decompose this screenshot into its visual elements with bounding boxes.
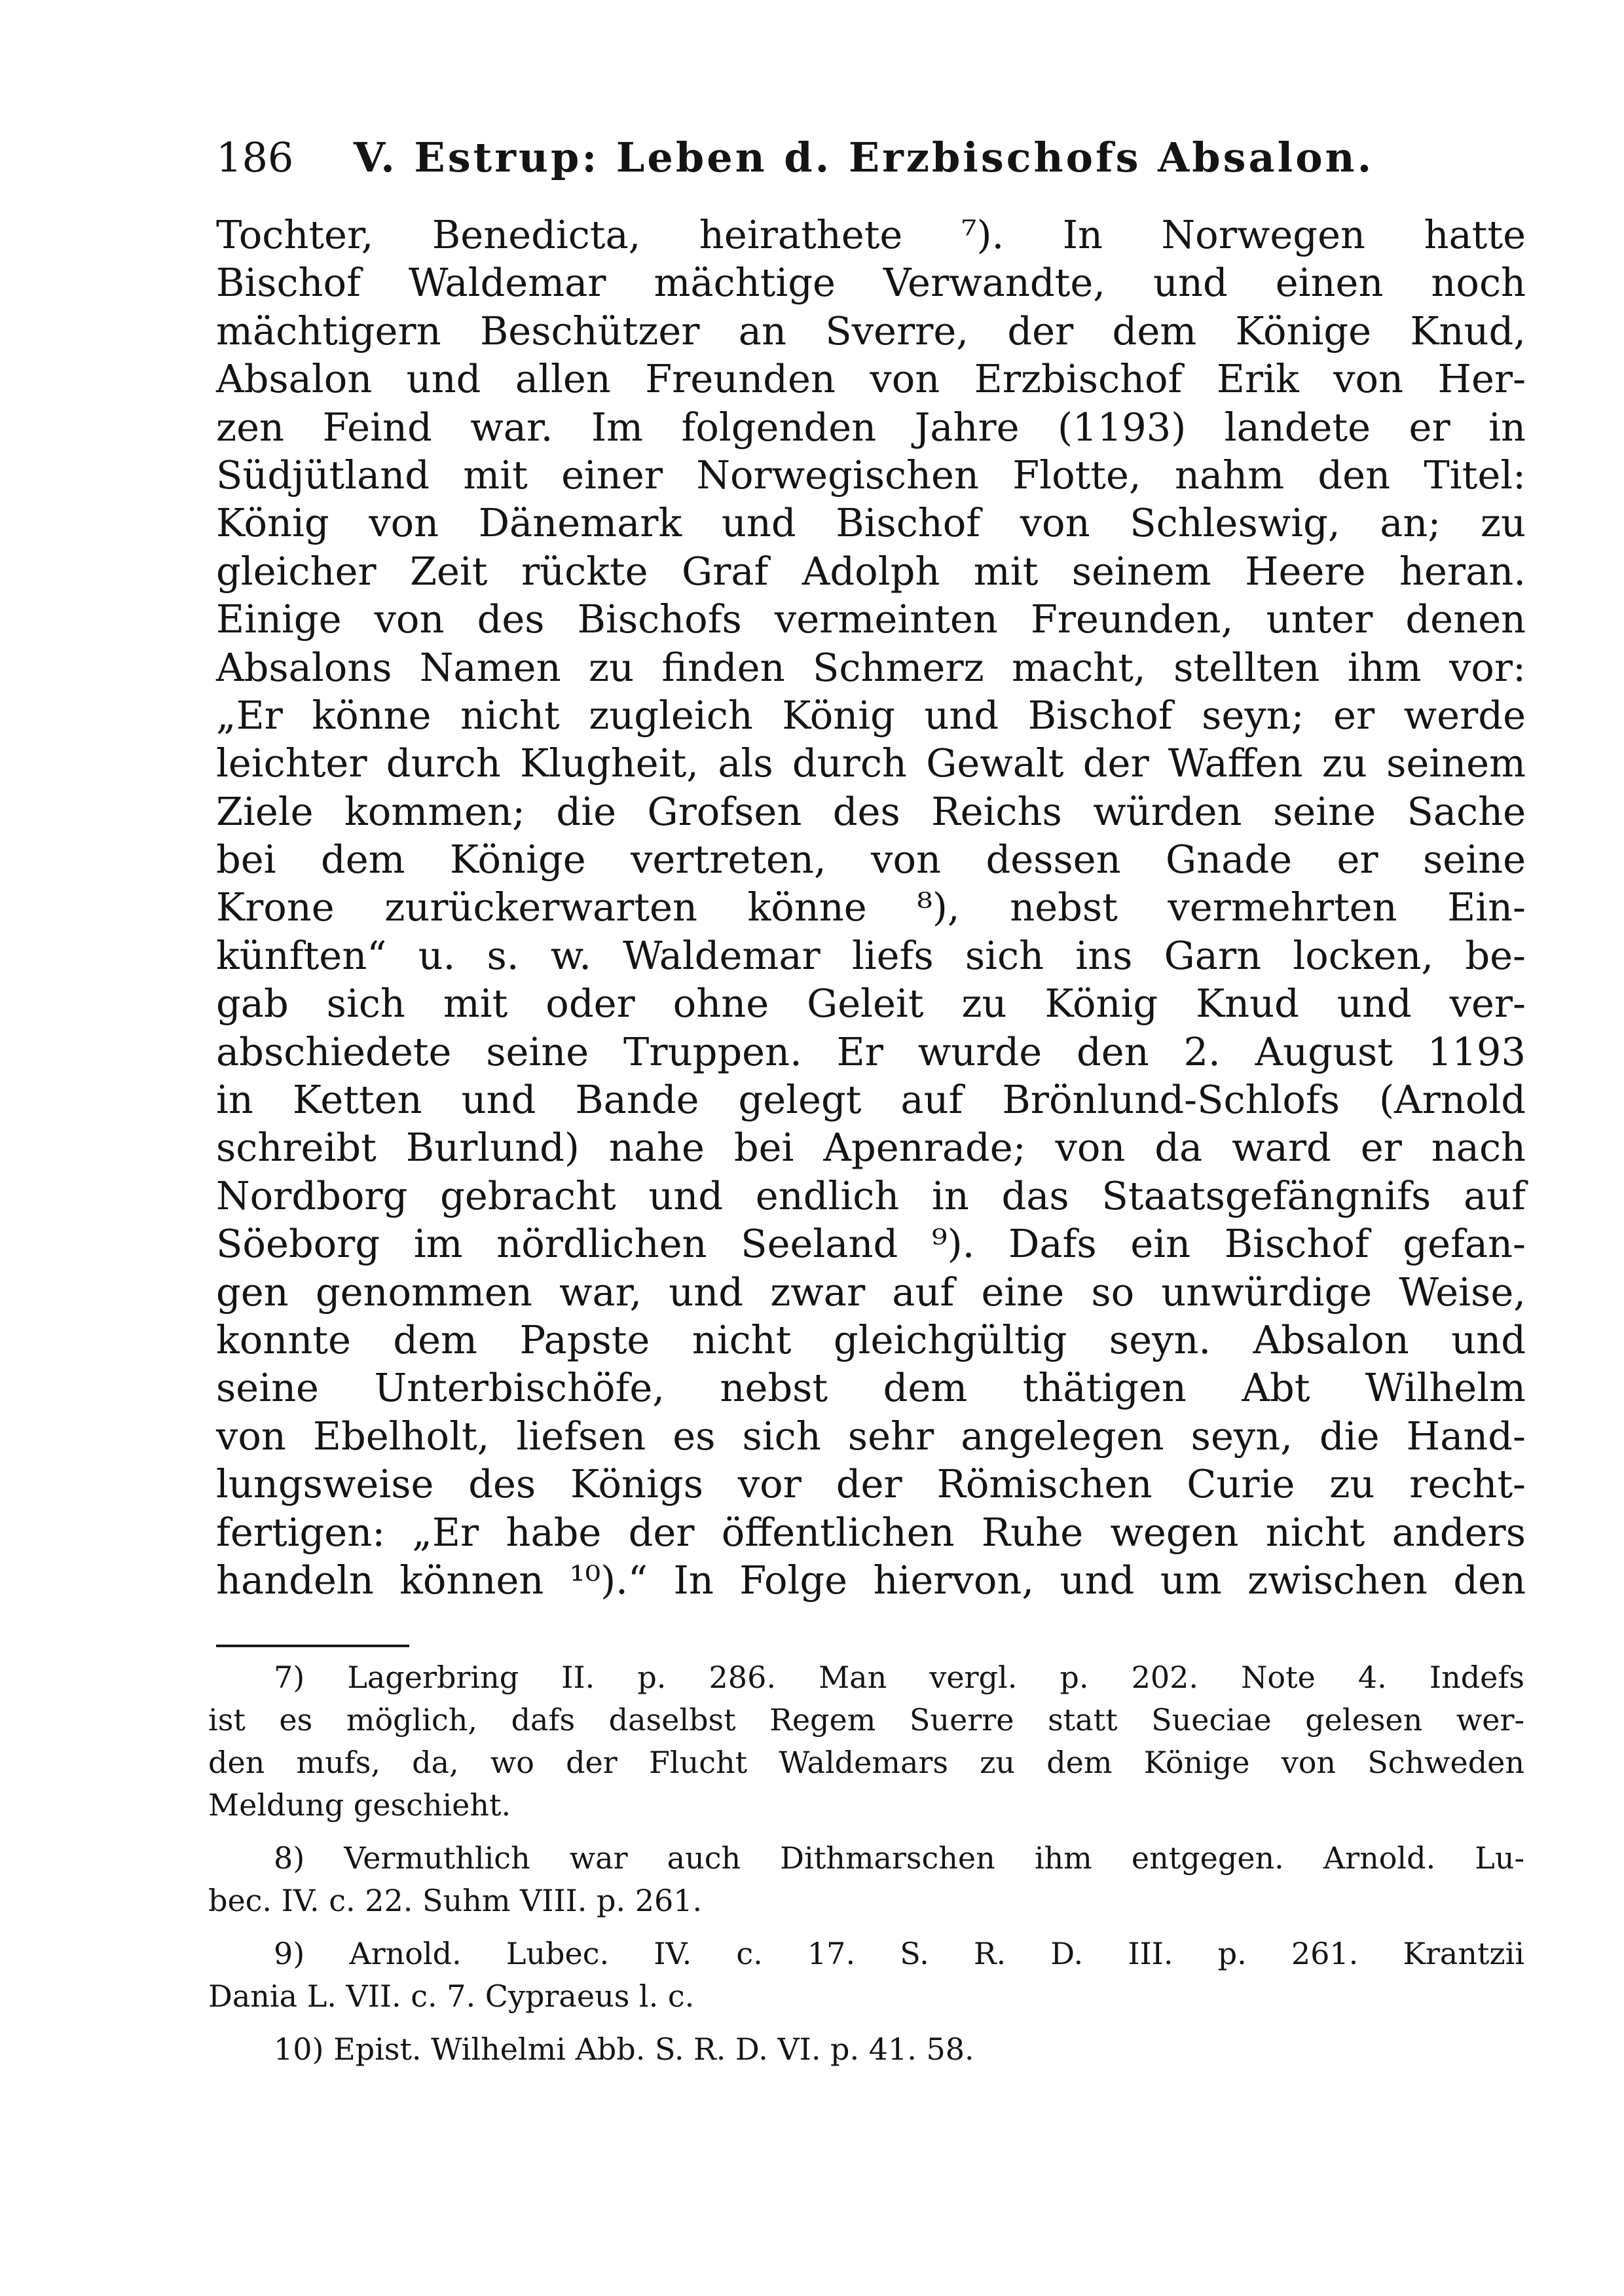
footnote-line: Meldung geschieht. xyxy=(208,1787,511,1823)
text-line: Absalons Namen zu finden Schmerz macht, stellten ihm vor: xyxy=(216,644,1526,690)
footnote-spacer xyxy=(208,1922,1524,1933)
footnote-line: 7) Lagerbring II. p. 286. Man vergl. p. 202. Note 4. Indefs xyxy=(274,1660,1524,1695)
text-line: mächtigern Beschützer an Sverre, der dem Könige Knud, xyxy=(216,308,1526,354)
footnote-8 xyxy=(208,1837,1524,1922)
footnote-line: den mufs, da, wo der Flucht Waldemars zu dem Könige von Schweden xyxy=(208,1745,1524,1780)
text-line: seine Unterbischöfe, nebst dem thätigen Abt Wilhelm xyxy=(216,1365,1526,1411)
footnote-7 xyxy=(208,1656,1524,1827)
text-line: handeln können ¹⁰).“ In Folge hiervon, und um zwischen den xyxy=(216,1557,1526,1603)
text-line: schreibt Burlund) nahe bei Apenrade; von da ward er nach xyxy=(216,1125,1526,1171)
text-line: von Ebelholt, liefsen es sich sehr angelegen seyn, die Hand- xyxy=(216,1413,1526,1459)
text-line: Bischof Waldemar mächtige Verwandte, und einen noch xyxy=(216,260,1526,306)
text-line: Krone zurückerwarten könne ⁸), nebst vermehrten Ein- xyxy=(216,884,1526,930)
text-line: bei dem Könige vertreten, von dessen Gnade er seine xyxy=(216,837,1526,883)
text-line: König von Dänemark und Bischof von Schleswig, an; zu xyxy=(216,500,1526,546)
main-text xyxy=(216,211,1526,1604)
text-line: fertigen: „Er habe der öffentlichen Ruhe wegen nicht anders xyxy=(216,1509,1526,1555)
footnote-spacer xyxy=(208,2018,1524,2028)
footnote-line: Dania L. VII. c. 7. Cypraeus l. c. xyxy=(208,1978,695,2014)
text-line: Ziele kommen; die Grofsen des Reichs würden seine Sache xyxy=(216,788,1526,834)
footnotes xyxy=(208,1656,1524,2071)
footnote-10 xyxy=(208,2028,1524,2071)
text-line: Einige von des Bischofs vermeinten Freunden, unter denen xyxy=(216,596,1526,642)
footnote-separator xyxy=(216,1645,409,1647)
text-line: Nordborg gebracht und endlich in das Staatsgefängnifs auf xyxy=(216,1173,1526,1218)
footnote-spacer xyxy=(208,1827,1524,1837)
page-header xyxy=(216,128,1519,187)
footnote-line: 8) Vermuthlich war auch Dithmarschen ihm entgegen. Arnold. Lu- xyxy=(274,1840,1524,1876)
text-line: konnte dem Papste nicht gleichgültig seyn. Absalon und xyxy=(216,1317,1526,1362)
text-line: in Ketten und Bande gelegt auf Brönlund-Schlofs (Arnold xyxy=(216,1077,1526,1123)
text-line: gleicher Zeit rückte Graf Adolph mit seinem Heere heran. xyxy=(216,548,1526,594)
text-line: leichter durch Klugheit, als durch Gewalt der Waffen zu seinem xyxy=(216,740,1526,786)
footnote-line: 9) Arnold. Lubec. IV. c. 17. S. R. D. III. p. 261. Krantzii xyxy=(274,1936,1524,1971)
text-line: zen Feind war. Im folgenden Jahre (1193) landete er in xyxy=(216,404,1526,450)
text-line: gab sich mit oder ohne Geleit zu König Knud und ver- xyxy=(216,981,1526,1027)
footnote-9 xyxy=(208,1933,1524,2018)
text-line: künften“ u. s. w. Waldemar liefs sich ins Garn locken, be- xyxy=(216,932,1526,978)
text-line: Absalon und allen Freunden von Erzbischof Erik von Her- xyxy=(216,356,1526,402)
text-line: Söeborg im nördlichen Seeland ⁹). Dafs ein Bischof gefan- xyxy=(216,1221,1526,1267)
footnote-line: bec. IV. c. 22. Suhm VIII. p. 261. xyxy=(208,1883,703,1918)
footnote-line: 10) Epist. Wilhelmi Abb. S. R. D. VI. p. 41. 58. xyxy=(274,2032,974,2067)
running-title: V. Estrup: Leben d. Erzbischofs Absalon. xyxy=(354,134,1375,181)
text-line: Tochter, Benedicta, heirathete ⁷). In Norwegen hatte xyxy=(216,212,1526,257)
text-line: lungsweise des Königs vor der Römischen Curie zu recht- xyxy=(216,1461,1526,1507)
text-line: gen genommen war, und zwar auf eine so unwürdige Weise, xyxy=(216,1269,1526,1315)
footnote-line: ist es möglich, dafs daselbst Regem Suerre statt Sueciae gelesen wer- xyxy=(208,1702,1524,1738)
text-line: Südjütland mit einer Norwegischen Flotte, nahm den Titel: xyxy=(216,452,1526,498)
text-line: abschiedete seine Truppen. Er wurde den 2. August 1193 xyxy=(216,1029,1526,1074)
page-number: 186 xyxy=(216,134,294,181)
text-line: „Er könne nicht zugleich König und Bischof seyn; er werde xyxy=(216,692,1526,738)
